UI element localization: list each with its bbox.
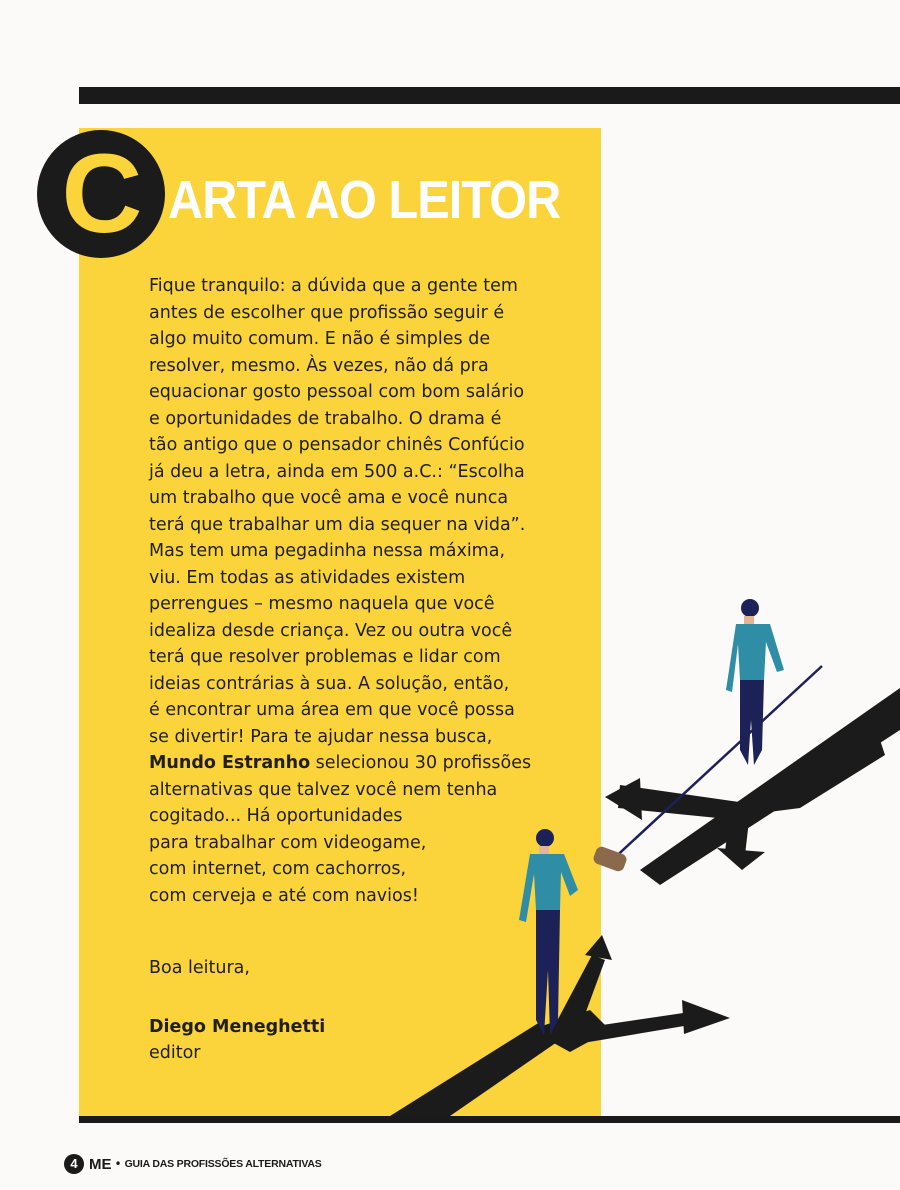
- body-line: para trabalhar com videogame,: [149, 832, 427, 853]
- top-rule: [79, 87, 900, 104]
- body-line: idealiza desde criança. Vez ou outra você: [149, 620, 513, 641]
- figure-upper: [726, 599, 784, 765]
- body-line: terá que resolver problemas e lidar com: [149, 647, 501, 667]
- page-title: ARTA AO LEITOR: [168, 170, 561, 230]
- body-line: perrengues – mesmo naquela que você: [149, 594, 495, 614]
- body-line: viu. Em todas as atividades existem: [149, 567, 466, 588]
- body-line: e oportunidades de trabalho. O drama é: [149, 408, 502, 429]
- page-number: 4: [64, 1154, 84, 1174]
- closing-line: Boa leitura,: [149, 958, 250, 978]
- footer-separator: •: [114, 1157, 122, 1171]
- body-line: terá que trabalhar um dia sequer na vida”.: [149, 514, 526, 535]
- title-initial-c: C: [37, 130, 165, 258]
- body-line: com internet, com cachorros,: [149, 859, 407, 879]
- body-line: já deu a letra, ainda em 500 a.C.: “Escolha: [149, 461, 525, 482]
- body-line: cogitado... Há oportunidades: [149, 806, 403, 826]
- body-line: antes de escolher que profissão seguir é: [149, 302, 505, 323]
- body-line: Mas tem uma pegadinha nessa máxima,: [149, 541, 506, 561]
- bottom-rule: [79, 1116, 900, 1123]
- signature-role: editor: [149, 1043, 201, 1063]
- footer-brand: ME: [89, 1155, 112, 1173]
- body-line: com cerveja e até com navios!: [149, 885, 419, 906]
- body-line: Fique tranquilo: a dúvida que a gente tem: [149, 276, 518, 296]
- page-footer: [64, 1150, 322, 1178]
- body-line: resolver, mesmo. Às vezes, não dá pra: [149, 355, 489, 376]
- body-line: alternativas que talvez você nem tenha: [149, 779, 498, 800]
- body-line: é encontrar uma área em que você possa: [149, 700, 515, 720]
- brand-line-rest: selecionou 30 profissões: [310, 753, 532, 773]
- body-line: algo muito comum. E não é simples de: [149, 329, 491, 349]
- body-line: tão antigo que o pensador chinês Confúcio: [149, 435, 525, 455]
- body-line: equacionar gosto pessoal com bom salário: [149, 382, 525, 402]
- footer-publication: GUIA DAS PROFISSÕES ALTERNATIVAS: [124, 1158, 322, 1170]
- body-line: um trabalho que você ama e você nunca: [149, 488, 509, 508]
- body-line: se divertir! Para te ajudar nessa busca,: [149, 726, 493, 747]
- signature-name: Diego Meneghetti: [149, 1017, 326, 1037]
- signature: [149, 1014, 325, 1066]
- crossroads-illustration: [380, 560, 900, 1116]
- brand-name: Mundo Estranho: [149, 753, 311, 773]
- lower-road: [390, 935, 730, 1116]
- body-line: ideias contrárias à sua. A solução, então,: [149, 673, 510, 694]
